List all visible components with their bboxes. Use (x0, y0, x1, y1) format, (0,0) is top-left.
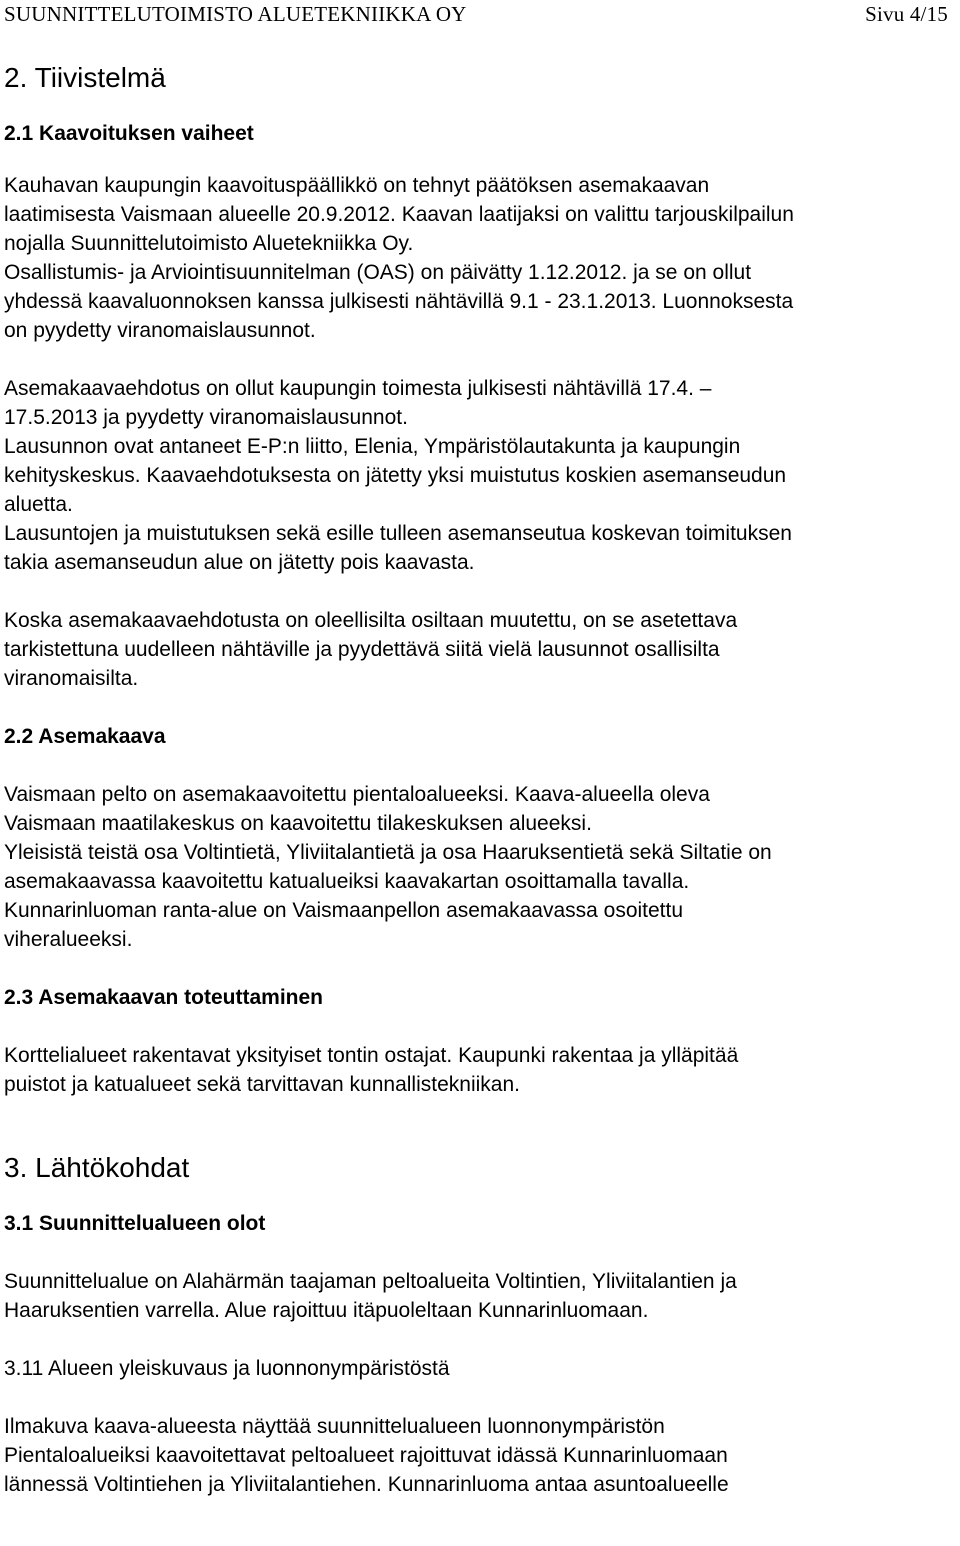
text-line: aluetta. (4, 493, 73, 516)
text-line: Osallistumis- ja Arviointisuunnitelman (OAS) on päivätty 1.12.2012. ja se on ollut (4, 261, 752, 284)
text-line: Koska asemakaavaehdotusta on oleellisilta osiltaan muutettu, on se asetettava (4, 609, 738, 632)
text-line: nojalla Suunnittelutoimisto Aluetekniikka Oy. (4, 232, 414, 255)
text-line: Korttelialueet rakentavat yksityiset tontin ostajat. Kaupunki rakentaa ja ylläpitää (4, 1044, 739, 1067)
text-line: puistot ja katualueet sekä tarvittavan kunnallistekniikan. (4, 1073, 520, 1096)
section-3-heading: 3. Lähtökohdat (4, 1152, 190, 1183)
text-line: Lausuntojen ja muistutuksen sekä esille tulleen asemanseutua koskevan toimituksen (4, 522, 792, 545)
text-line: Suunnittelualue on Alahärmän taajaman peltoalueita Voltintien, Yliviitalantien ja (4, 1270, 737, 1293)
section-2-3-paragraph (4, 1041, 954, 1099)
section-3-1-heading: 3.1 Suunnittelualueen olot (4, 1212, 266, 1235)
section-2-1-paragraph-1 (4, 171, 954, 345)
section-3-1-paragraph (4, 1267, 954, 1325)
text-line: tarkistettuna uudelleen nähtäville ja pyydettävä siitä vielä lausunnot osallisilta (4, 638, 720, 661)
section-2-1-heading: 2.1 Kaavoituksen vaiheet (4, 122, 254, 145)
section-2-2-heading: 2.2 Asemakaava (4, 725, 166, 748)
text-line: laatimisesta Vaismaan alueelle 20.9.2012. Kaavan laatijaksi on valittu tarjouskilpailun (4, 203, 794, 226)
text-line: Yleisistä teistä osa Voltintietä, Yliviitalantietä ja osa Haaruksentietä sekä Siltatie on (4, 841, 772, 864)
section-2-1-paragraph-3 (4, 606, 954, 693)
text-line: 17.5.2013 ja pyydetty viranomaislausunnot. (4, 406, 408, 429)
document-body (4, 60, 954, 1499)
section-2-1-paragraph-2 (4, 374, 954, 577)
text-line: takia asemanseudun alue on jätetty pois kaavasta. (4, 551, 475, 574)
text-line: on pyydetty viranomaislausunnot. (4, 319, 316, 342)
text-line: Haaruksentien varrella. Alue rajoittuu itäpuoleltaan Kunnarinluomaan. (4, 1299, 649, 1322)
text-line: Ilmakuva kaava-alueesta näyttää suunnittelualueen luonnonympäristön (4, 1415, 665, 1438)
page-header (4, 0, 948, 30)
section-3-11-heading: 3.11 Alueen yleiskuvaus ja luonnonympäristöstä (4, 1357, 450, 1380)
text-line: Vaismaan maatilakeskus on kaavoitettu tilakeskuksen alueeksi. (4, 812, 592, 835)
text-line: Vaismaan pelto on asemakaavoitettu pientaloalueeksi. Kaava-alueella oleva (4, 783, 710, 806)
text-line: viheralueeksi. (4, 928, 133, 951)
text-line: Pientaloalueiksi kaavoitettavat peltoalueet rajoittuvat idässä Kunnarinluomaan (4, 1444, 728, 1467)
text-line: Kauhavan kaupungin kaavoituspäällikkö on tehnyt päätöksen asemakaavan (4, 174, 710, 197)
page-number: Sivu 4/15 (865, 2, 948, 26)
section-2-3-heading: 2.3 Asemakaavan toteuttaminen (4, 986, 324, 1009)
text-line: asemakaavassa kaavoitettu katualueiksi kaavakartan osoittamalla tavalla. (4, 870, 690, 893)
text-line: kehityskeskus. Kaavaehdotuksesta on jätetty yksi muistutus koskien asemanseudun (4, 464, 787, 487)
section-3-11-paragraph (4, 1412, 954, 1499)
text-line: Asemakaavaehdotus on ollut kaupungin toimesta julkisesti nähtävillä 17.4. – (4, 377, 712, 400)
text-line: lännessä Voltintiehen ja Yliviitalantiehen. Kunnarinluoma antaa asuntoalueelle (4, 1473, 729, 1496)
text-line: Kunnarinluoman ranta-alue on Vaismaanpellon asemakaavassa osoitettu (4, 899, 684, 922)
section-2-2-paragraph (4, 780, 954, 954)
text-line: yhdessä kaavaluonnoksen kanssa julkisesti nähtävillä 9.1 - 23.1.2013. Luonnoksesta (4, 290, 794, 313)
section-2-heading: 2. Tiivistelmä (4, 62, 166, 93)
text-line: viranomaisilta. (4, 667, 139, 690)
text-line: Lausunnon ovat antaneet E-P:n liitto, Elenia, Ympäristölautakunta ja kaupungin (4, 435, 741, 458)
company-name: SUUNNITTELUTOIMISTO ALUETEKNIIKKA OY (4, 2, 467, 26)
